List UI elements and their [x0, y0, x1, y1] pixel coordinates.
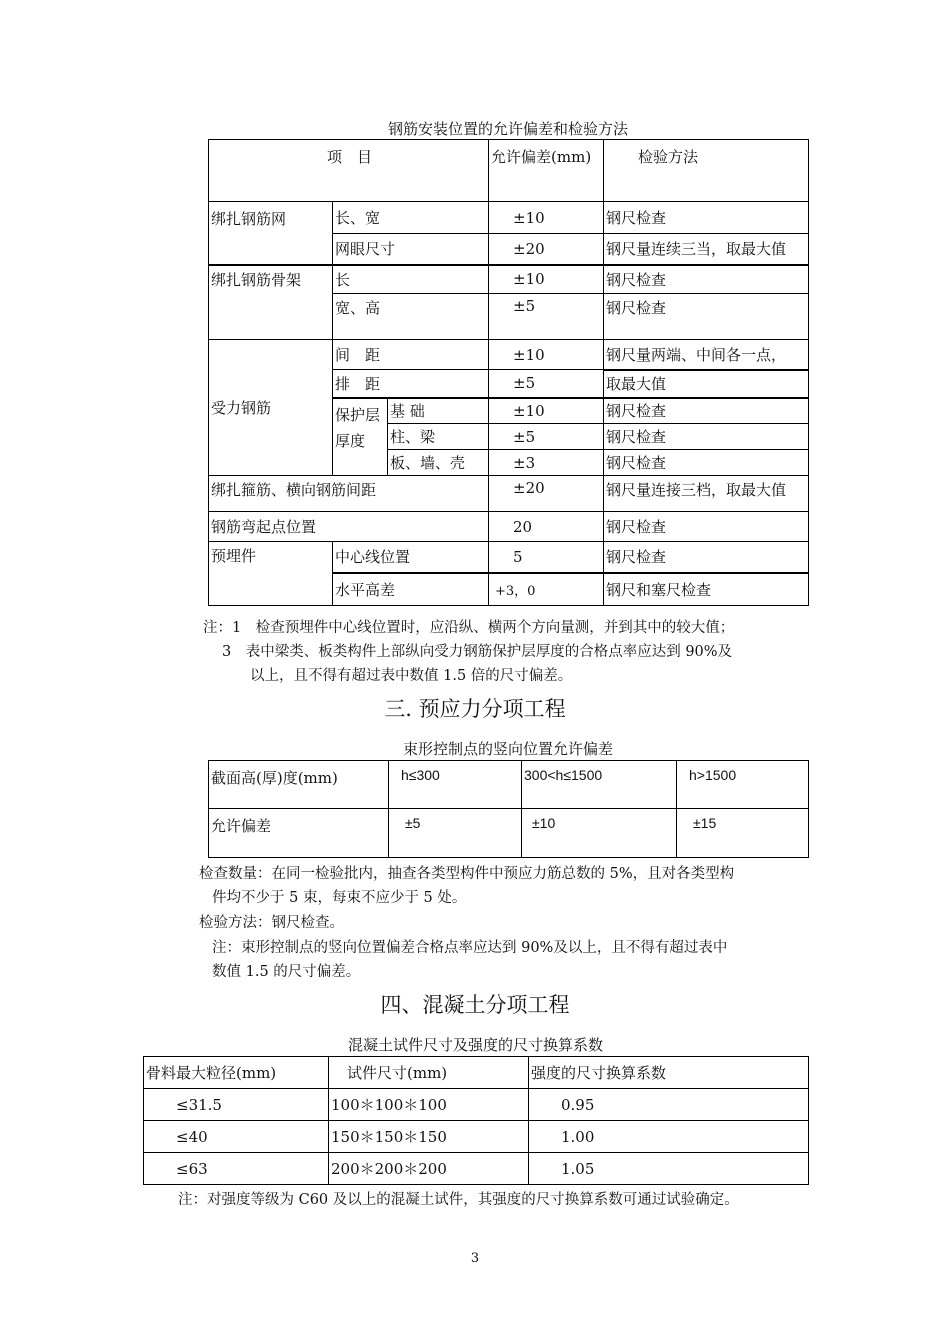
method-text: 钢尺检查 [604, 542, 809, 573]
sub-label: 板、墙、壳 [388, 450, 489, 476]
method-text: 钢尺和塞尺检查 [604, 573, 809, 606]
method-text: 钢尺量两端、中间各一点， [604, 340, 809, 370]
tolerance-value: +3，0 [489, 573, 604, 606]
row-label: 绑扎钢筋网 [209, 202, 333, 265]
header-specimen-size: 试件尺寸(mm) [329, 1057, 529, 1089]
table1-caption: 钢筋安装位置的允许偏差和检验方法 [387, 120, 628, 138]
tolerance-value: ±10 [489, 202, 604, 234]
sub-label: 中心线位置 [333, 542, 489, 573]
cover-label [333, 398, 388, 476]
inspection-quantity-line-1: 检查数量：在同一检验批内，抽查各类型构件中预应力筋总数的 5%，且对各类型构 [199, 866, 735, 882]
sub-label: 宽、高 [333, 294, 489, 340]
method-text: 钢尺检查 [604, 450, 809, 476]
header-coefficient: 强度的尺寸换算系数 [529, 1057, 809, 1089]
section-3-title: 三. 预应力分项工程 [384, 697, 566, 721]
row-label: 绑扎箍筋、横向钢筋间距 [209, 476, 489, 512]
sub-label: 长、宽 [333, 202, 489, 234]
note2-line-1: 注：束形控制点的竖向位置偏差合格点率应达到 90%及以上，且不得有超过表中 [212, 940, 728, 956]
method-text: 钢尺检查 [604, 202, 809, 234]
note-line-3: 以上，且不得有超过表中数值 1.5 倍的尺寸偏差。 [250, 668, 573, 684]
method-text: 钢尺量连接三档，取最大值 [604, 476, 809, 512]
coefficient-value: 0.95 [529, 1089, 809, 1121]
height-range: h≤300 [389, 761, 522, 809]
tolerance-value: ±3 [489, 450, 604, 476]
method-text: 钢尺检查 [604, 265, 809, 294]
tolerance-label: 允许偏差 [209, 809, 389, 858]
method-text: 取最大值 [604, 370, 809, 398]
note-line-2: 3 表中梁类、板类构件上部纵向受力钢筋保护层厚度的合格点率应达到 90%及 [222, 644, 733, 660]
sub-label: 排 距 [333, 370, 489, 398]
page-number: 3 [470, 1251, 480, 1266]
method-text: 钢尺检查 [604, 398, 809, 424]
tolerance-value: ±20 [489, 234, 604, 265]
height-range: h>1500 [677, 761, 809, 809]
table-row [144, 1121, 809, 1153]
specimen-size: 100＊100＊100 [329, 1089, 529, 1121]
table2-caption: 束形控制点的竖向位置允许偏差 [402, 740, 613, 758]
tolerance-value: ±5 [489, 370, 604, 398]
tolerance-value: 5 [489, 542, 604, 573]
cover-label-line1: 保护层 [335, 405, 381, 424]
note2-line-2: 数值 1.5 的尺寸偏差。 [212, 964, 361, 980]
header-item: 项 目 [209, 140, 489, 202]
tolerance-value: ±5 [489, 294, 604, 340]
table-row [144, 1089, 809, 1121]
inspection-quantity-line-2: 件均不少于 5 束，每束不应少于 5 处。 [212, 890, 467, 906]
coefficient-value: 1.00 [529, 1121, 809, 1153]
sub-label: 长 [333, 265, 489, 294]
row-label: 预埋件 [209, 542, 333, 606]
header-method: 检验方法 [604, 140, 809, 202]
tolerance-value: ±5 [489, 424, 604, 450]
rebar-tolerance-table [208, 139, 809, 606]
method-text: 钢尺检查 [604, 294, 809, 340]
table3-caption: 混凝土试件尺寸及强度的尺寸换算系数 [347, 1036, 603, 1054]
row-label: 绑扎钢筋骨架 [209, 265, 333, 340]
height-range: 300<h≤1500 [522, 761, 677, 809]
aggregate-size: ≤31.5 [144, 1089, 329, 1121]
section-4-title: 四、混凝土分项工程 [380, 993, 570, 1017]
tolerance-value: ±10 [522, 809, 677, 858]
specimen-size: 200＊200＊200 [329, 1153, 529, 1185]
aggregate-size: ≤40 [144, 1121, 329, 1153]
sub-label: 基 础 [388, 398, 489, 424]
aggregate-size: ≤63 [144, 1153, 329, 1185]
section-height-label: 截面高(厚)度(mm) [209, 761, 389, 809]
method-text: 钢尺检查 [604, 424, 809, 450]
header-tolerance: 允许偏差(mm) [489, 140, 604, 202]
specimen-size: 150＊150＊150 [329, 1121, 529, 1153]
sub-label: 水平高差 [333, 573, 489, 606]
inspection-method: 检验方法：钢尺检查。 [199, 915, 344, 931]
coefficient-value: 1.05 [529, 1153, 809, 1185]
tolerance-value: ±10 [489, 265, 604, 294]
method-text: 钢尺检查 [604, 512, 809, 542]
sub-label: 网眼尺寸 [333, 234, 489, 265]
tolerance-value: ±15 [677, 809, 809, 858]
cover-label-line2: 厚度 [335, 431, 366, 450]
sub-label: 柱、梁 [388, 424, 489, 450]
table3-note: 注：对强度等级为 C60 及以上的混凝土试件，其强度的尺寸换算系数可通过试验确定。 [178, 1192, 739, 1208]
header-aggregate: 骨料最大粒径(mm) [144, 1057, 329, 1089]
tolerance-value: ±5 [389, 809, 522, 858]
concrete-coefficient-table [143, 1056, 809, 1185]
tolerance-value: ±10 [489, 340, 604, 370]
sub-label: 间 距 [333, 340, 489, 370]
note-line-1: 注：1 检查预埋件中心线位置时，应沿纵、横两个方向量测，并到其中的较大值； [203, 620, 735, 636]
row-label: 受力钢筋 [209, 340, 333, 476]
prestress-tolerance-table [208, 760, 809, 858]
tolerance-value: ±10 [489, 398, 604, 424]
tolerance-value: ±20 [489, 476, 604, 512]
tolerance-value: 20 [489, 512, 604, 542]
table-row [144, 1153, 809, 1185]
row-label: 钢筋弯起点位置 [209, 512, 489, 542]
method-text: 钢尺量连续三当，取最大值 [604, 234, 809, 265]
